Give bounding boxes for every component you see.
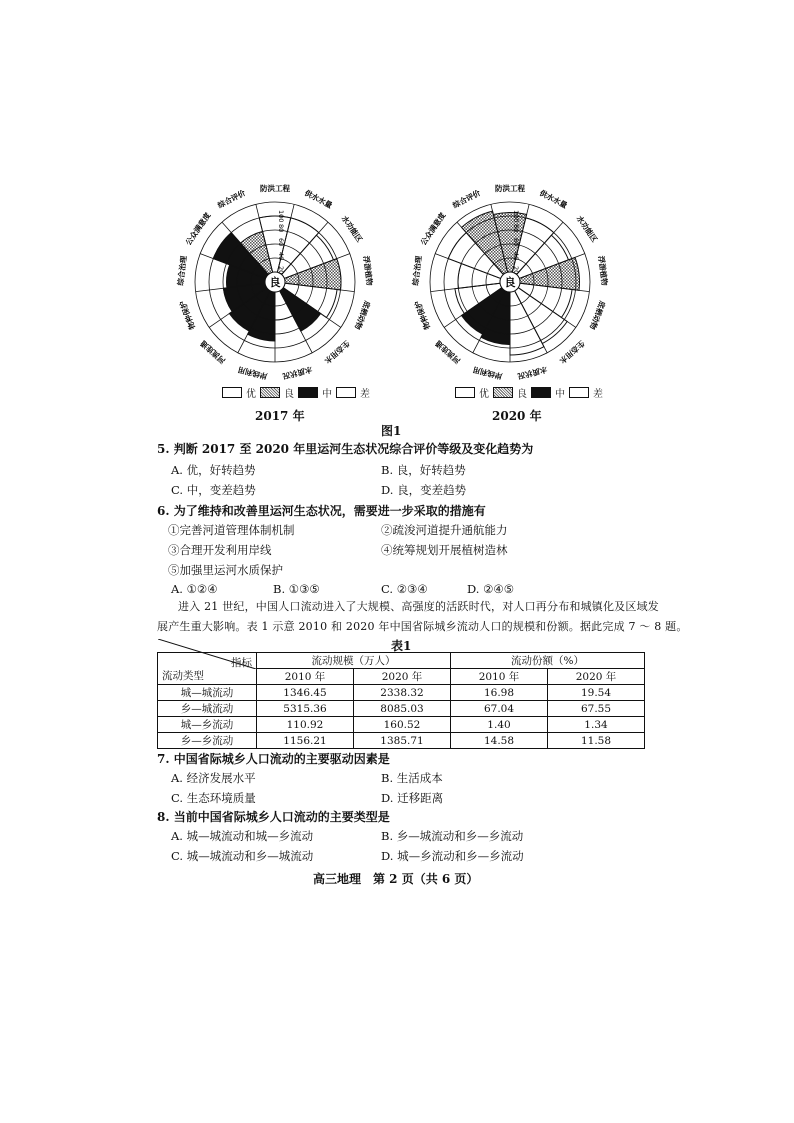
cell: 14.58	[451, 733, 548, 749]
tick-label: 40	[277, 252, 285, 261]
legend-swatch-poor	[569, 387, 589, 398]
cell: 16.98	[451, 685, 548, 701]
tick-label: 20	[277, 266, 285, 275]
question-6-stem: 6. 为了维持和改善里运河生态状况，需要进一步采取的措施有	[157, 504, 486, 518]
cell: 8085.03	[354, 701, 451, 717]
category-label: 防洪工程	[260, 184, 290, 193]
tick-label: 100	[277, 210, 285, 223]
cell: 19.54	[548, 685, 645, 701]
legend-2017	[222, 385, 370, 400]
center-label: 良	[269, 276, 281, 289]
q8-option-b[interactable]: B. 乡—城流动和乡—乡流动	[381, 829, 524, 843]
cell: 1346.45	[257, 685, 354, 701]
category-label: 物种保护	[413, 299, 433, 331]
q6-statement-5: ⑤加强里运河水质保护	[168, 563, 283, 577]
cell: 160.52	[354, 717, 451, 733]
legend-swatch-good	[493, 387, 513, 398]
legend-2020	[455, 385, 603, 400]
tick-label: 80	[277, 224, 285, 233]
center-label: 良	[504, 276, 516, 289]
table-row	[158, 733, 645, 749]
legend-label: 优	[246, 389, 256, 400]
cell: 67.04	[451, 701, 548, 717]
legend-swatch-excellent	[455, 387, 475, 398]
header-year: 2010 年	[257, 669, 354, 685]
corner-header-top: 指标	[231, 656, 252, 669]
passage-line-2: 展产生重大影响。表 1 示意 2010 和 2020 年中国省际城乡流动人口的规模和份额。据此完成 7 ～ 8 题。	[157, 620, 688, 633]
q6-statement-4: ④统筹规划开展植树造林	[381, 543, 508, 557]
category-label: 公众满意度	[183, 210, 213, 247]
question-7-stem: 7. 中国省际城乡人口流动的主要驱动因素是	[157, 752, 390, 766]
corner-header-bottom: 流动类型	[162, 669, 204, 682]
category-label: 综合评价	[216, 188, 247, 211]
category-label: 水功能区	[574, 213, 600, 244]
q5-option-d[interactable]: D. 良，变差趋势	[381, 483, 467, 497]
q5-option-a[interactable]: A. 优，好转趋势	[171, 463, 256, 477]
category-label: 公众满意度	[418, 210, 448, 247]
category-label: 水功能区	[339, 213, 365, 244]
category-label: 浮游植物	[596, 255, 610, 287]
tick-label: 60	[277, 238, 285, 247]
q7-option-c[interactable]: C. 生态环境质量	[171, 791, 256, 805]
category-label: 河流连通	[198, 338, 228, 366]
tick-label: 80	[512, 224, 520, 233]
table-corner-cell	[158, 653, 257, 685]
legend-swatch-excellent	[222, 387, 242, 398]
category-label: 综合治理	[175, 255, 189, 287]
tick-label: 40	[512, 252, 520, 261]
cell: 5315.36	[257, 701, 354, 717]
category-label: 水质状况	[516, 364, 549, 381]
category-label: 供水水量	[303, 188, 334, 211]
year-label-2017: 2017 年	[255, 409, 305, 423]
question-8-stem: 8. 当前中国省际城乡人口流动的主要类型是	[157, 810, 390, 824]
q7-option-b[interactable]: B. 生活成本	[381, 771, 443, 785]
legend-label: 中	[322, 389, 332, 400]
figure-1	[0, 170, 794, 430]
cell: 1156.21	[257, 733, 354, 749]
category-label: 生态用水	[322, 338, 352, 366]
cell: 1.34	[548, 717, 645, 733]
legend-label: 中	[555, 389, 565, 400]
q5-option-b[interactable]: B. 良，好转趋势	[381, 463, 466, 477]
category-label: 岸线利用	[236, 364, 269, 381]
q6-statement-2: ②疏浚河道提升通航能力	[381, 523, 508, 537]
q6-statement-1: ①完善河道管理体制机制	[168, 523, 295, 537]
legend-swatch-poor	[336, 387, 356, 398]
header-year: 2020 年	[548, 669, 645, 685]
row-type: 城—城流动	[158, 685, 257, 701]
legend-swatch-medium	[531, 387, 551, 398]
page-footer: 高三地理 第 2 页（共 6 页）	[313, 872, 479, 886]
header-year: 2020 年	[354, 669, 451, 685]
legend-label: 良	[517, 389, 527, 400]
q6-statement-3: ③合理开发利用岸线	[168, 543, 272, 557]
radar-chart-2017	[160, 170, 390, 400]
tick-label: 60	[512, 238, 520, 247]
category-label: 防洪工程	[495, 184, 525, 193]
header-scale: 流动规模（万人）	[257, 653, 451, 669]
row-type: 乡—城流动	[158, 701, 257, 717]
category-label: 综合评价	[451, 188, 482, 211]
table-row	[158, 701, 645, 717]
legend-label: 良	[284, 389, 294, 400]
legend-label: 优	[479, 389, 489, 400]
category-label: 生态用水	[557, 338, 587, 366]
header-share: 流动份额（%）	[451, 653, 645, 669]
question-5-stem: 5. 判断 2017 至 2020 年里运河生态状况综合评价等级及变化趋势为	[157, 442, 534, 456]
q6-option-a[interactable]: A. ①②④	[171, 582, 218, 596]
q8-option-a[interactable]: A. 城—城流动和城—乡流动	[171, 829, 314, 843]
category-label: 综合治理	[410, 255, 424, 287]
q6-option-b[interactable]: B. ①③⑤	[273, 582, 320, 596]
cell: 2338.32	[354, 685, 451, 701]
legend-swatch-medium	[298, 387, 318, 398]
table-row	[158, 685, 645, 701]
category-label: 供水水量	[538, 188, 569, 211]
tick-label: 20	[512, 266, 520, 275]
q8-option-d[interactable]: D. 城—乡流动和乡—乡流动	[381, 849, 524, 863]
q7-option-a[interactable]: A. 经济发展水平	[171, 771, 256, 785]
table-row	[158, 717, 645, 733]
q6-option-c[interactable]: C. ②③④	[381, 582, 428, 596]
cell: 1.40	[451, 717, 548, 733]
row-type: 乡—乡流动	[158, 733, 257, 749]
passage-line-1: 进入 21 世纪，中国人口流动进入了大规模、高强度的活跃时代，对人口再分布和城镇化及区域发	[178, 600, 659, 613]
legend-swatch-good	[260, 387, 280, 398]
q8-option-c[interactable]: C. 城—城流动和乡—城流动	[171, 849, 314, 863]
cell: 67.55	[548, 701, 645, 717]
cell: 110.92	[257, 717, 354, 733]
q6-option-d[interactable]: D. ②④⑤	[467, 582, 515, 596]
cell: 1385.71	[354, 733, 451, 749]
tick-label: 100	[512, 210, 520, 223]
q5-option-c[interactable]: C. 中，变差趋势	[171, 483, 256, 497]
radar-chart-2020	[395, 170, 625, 400]
category-label: 岸线利用	[471, 364, 504, 381]
category-label: 底栖动物	[587, 299, 607, 331]
row-type: 城—乡流动	[158, 717, 257, 733]
legend-label: 差	[360, 389, 370, 400]
category-label: 浮游植物	[361, 255, 375, 287]
header-year: 2010 年	[451, 669, 548, 685]
category-label: 水质状况	[281, 364, 314, 381]
category-label: 河流连通	[433, 338, 463, 366]
table-title: 表1	[391, 639, 412, 653]
category-label: 底栖动物	[352, 299, 372, 331]
migration-table	[157, 652, 645, 749]
q7-option-d[interactable]: D. 迁移距离	[381, 791, 444, 805]
legend-label: 差	[593, 389, 603, 400]
category-label: 物种保护	[178, 299, 198, 331]
figure-caption: 图1	[381, 424, 402, 438]
year-label-2020: 2020 年	[492, 409, 542, 423]
cell: 11.58	[548, 733, 645, 749]
